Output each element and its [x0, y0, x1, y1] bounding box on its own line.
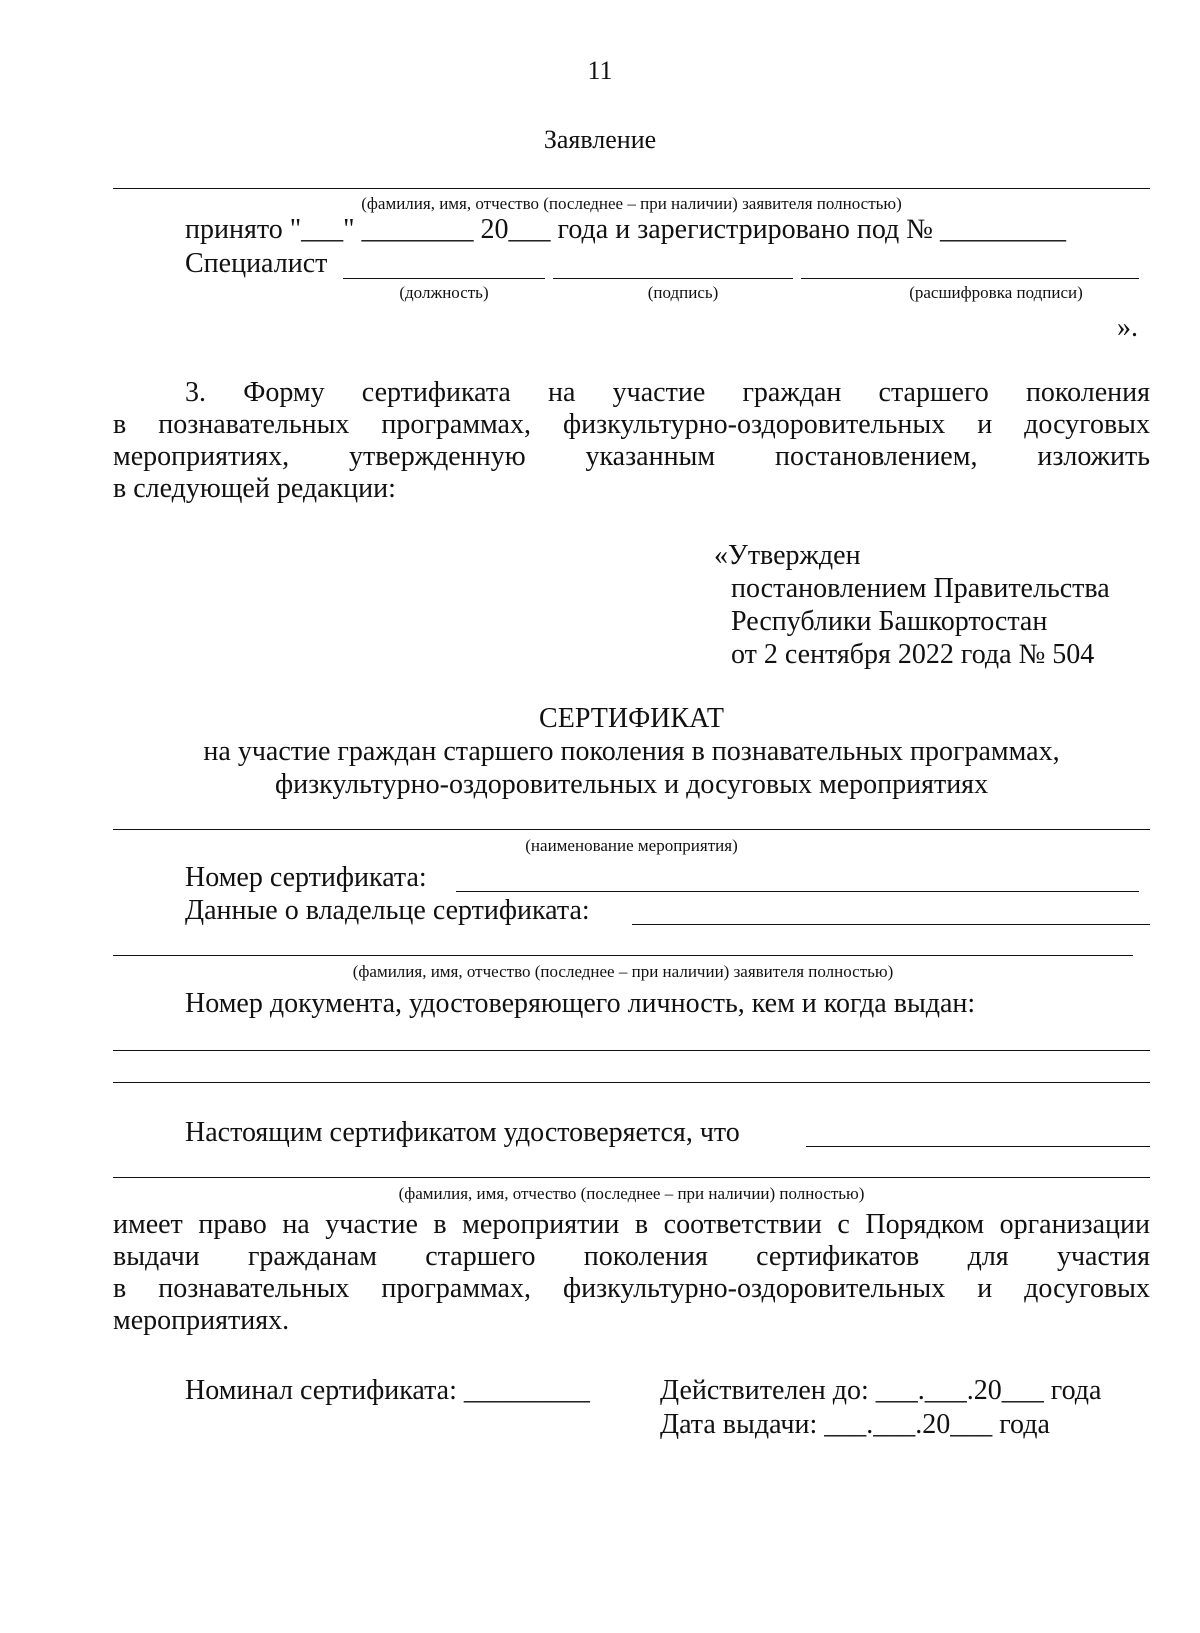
approval-line-4: от 2 сентября 2022 года № 504: [731, 639, 1095, 670]
signature-caption: (подпись): [647, 283, 719, 302]
signature-decoding-caption: (расшифровка подписи): [909, 283, 1083, 302]
person-caption: (фамилия, имя, отчество (последнее – при наличии) полностью): [398, 1184, 865, 1203]
position-line: [343, 278, 545, 279]
person-name-line: [113, 1177, 1150, 1178]
rights-line-4: мероприятиях.: [113, 1305, 290, 1336]
applicant-caption: (фамилия, имя, отчество (последнее – при наличии) заявителя полностью): [361, 194, 902, 213]
paragraph-3-line-2: в познавательных программах, физкультурно-оздоровительных и досуговых: [113, 409, 1150, 440]
document-line-1: [113, 1050, 1150, 1051]
page-title: Заявление: [543, 125, 657, 154]
approval-line-1: «Утвержден: [714, 540, 861, 571]
document-label: Номер документа, удостоверяющего личность, кем и когда выдан:: [185, 988, 976, 1019]
closing-quote: ».: [1117, 312, 1138, 343]
owner-name-line: [113, 955, 1133, 956]
applicant-name-line: [113, 188, 1150, 189]
approval-line-2: постановлением Правительства: [731, 573, 1110, 604]
certificate-number-line: [456, 891, 1139, 892]
valid-until-label: Действителен до: ___.___.20___ года: [660, 1375, 1102, 1406]
page-number: 11: [587, 56, 613, 85]
owner-label: Данные о владельце сертификата:: [185, 895, 590, 926]
certificate-subtitle-line-2: физкультурно-оздоровительных и досуговых мероприятиях: [274, 769, 989, 800]
nominal-label: Номинал сертификата: _________: [185, 1375, 590, 1406]
paragraph-3-line-1: 3. Форму сертификата на участие граждан старшего поколения: [185, 377, 1150, 408]
certify-label: Настоящим сертификатом удостоверяется, что: [185, 1117, 740, 1148]
owner-data-line: [632, 924, 1150, 925]
approval-line-3: Республики Башкортостан: [731, 606, 1048, 637]
paragraph-3-line-3: мероприятиях, утвержденную указанным постановлением, изложить: [113, 441, 1150, 472]
event-name-line: [113, 829, 1150, 830]
issue-date-label: Дата выдачи: ___.___.20___ года: [660, 1409, 1050, 1440]
signature-decoding-line: [801, 278, 1139, 279]
signature-line: [553, 278, 793, 279]
position-caption: (должность): [399, 283, 489, 302]
accepted-line: принято "___" ________ 20___ года и зарегистрировано под № _________: [185, 214, 1066, 245]
certificate-subtitle-line-1: на участие граждан старшего поколения в познавательных программах,: [203, 736, 1060, 767]
paragraph-3-line-4: в следующей редакции:: [113, 473, 396, 504]
rights-line-2: выдачи гражданам старшего поколения сертификатов для участия: [113, 1241, 1150, 1272]
owner-caption: (фамилия, имя, отчество (последнее – при наличии) заявителя полностью): [352, 962, 894, 981]
certify-person-line: [806, 1146, 1150, 1147]
rights-line-3: в познавательных программах, физкультурно-оздоровительных и досуговых: [113, 1273, 1150, 1304]
document-line-2: [113, 1082, 1150, 1083]
rights-line-1: имеет право на участие в мероприятии в соответствии с Порядком организации: [113, 1209, 1150, 1240]
certificate-title: СЕРТИФИКАТ: [539, 703, 724, 734]
certificate-number-label: Номер сертификата:: [185, 862, 427, 893]
event-caption: (наименование мероприятия): [525, 836, 738, 855]
specialist-label: Специалист: [185, 248, 328, 279]
